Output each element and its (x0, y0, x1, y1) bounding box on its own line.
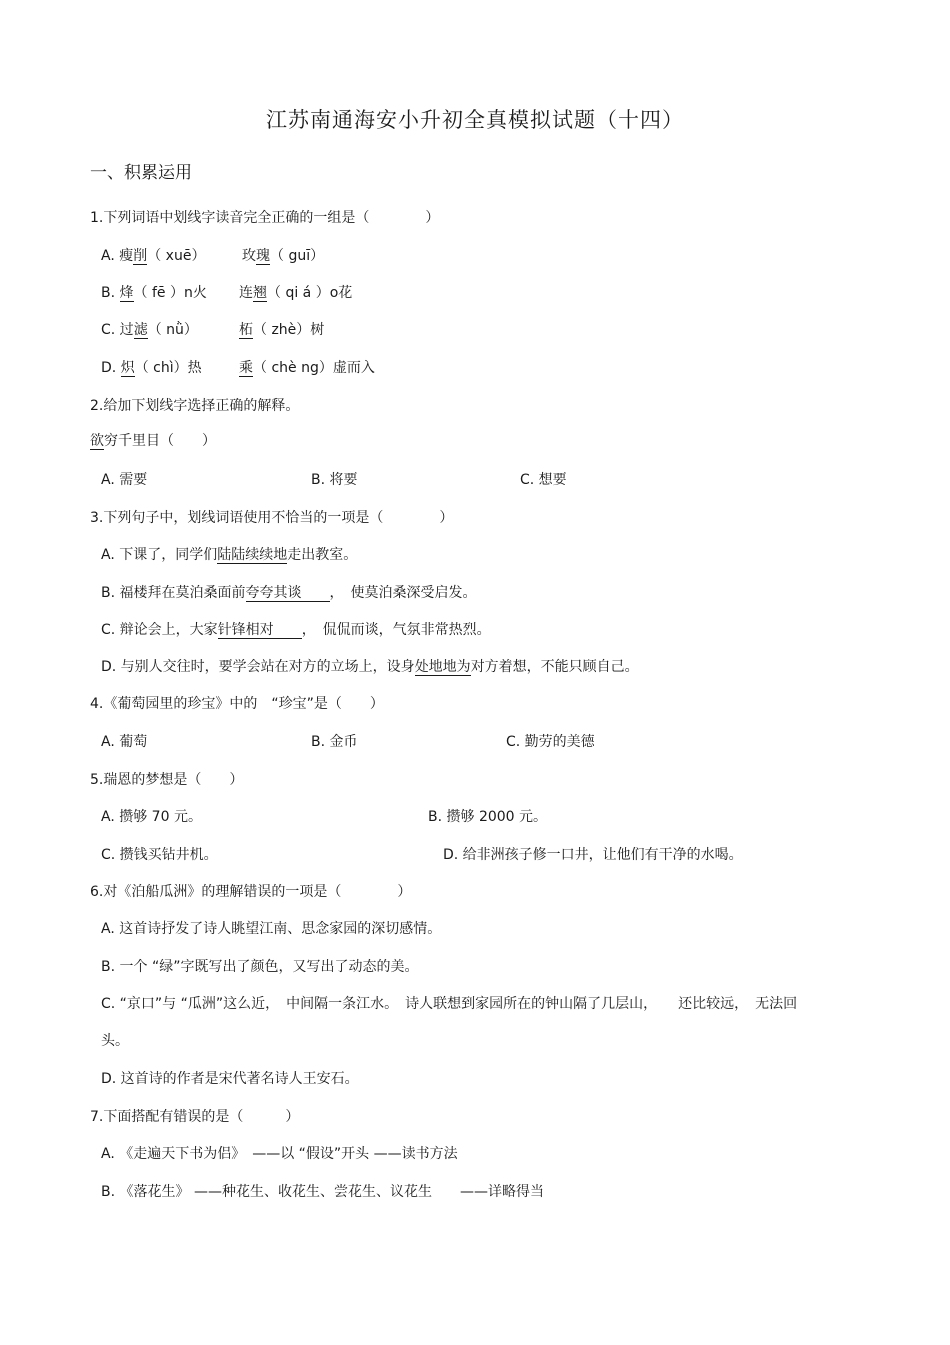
q1-option-c: C. 过滤（ nǜ） 柘（ zhè）树 (101, 322, 325, 338)
q7-option-b: B. 《落花生》 ——种花生、收花生、尝花生、议花生 ——详略得当 (101, 1184, 544, 1200)
question-7-stem: 7.下面搭配有错误的是（ ） (90, 1109, 300, 1125)
q6-option-b: B. 一个 “绿”字既写出了颜色，又写出了动态的美。 (101, 959, 419, 975)
question-5-stem: 5.瑞恩的梦想是（ ） (90, 772, 244, 788)
q4-option-c: C. 勤劳的美德 (506, 734, 595, 750)
q3-option-b: B. 福楼拜在莫泊桑面前夸夸其谈 ， 使莫泊桑深受启发。 (101, 585, 477, 601)
q1-option-a: A. 瘦削（ xuē） 玫瑰（ guī） (101, 248, 325, 264)
q5-option-d: D. 给非洲孩子修一口井，让他们有干净的水喝。 (443, 847, 743, 863)
page-title: 江苏南通海安小升初全真模拟试题（十四） (266, 108, 684, 132)
q6-option-c-continued: 头。 (101, 1033, 129, 1049)
q2-option-a: A. 需要 (101, 472, 148, 488)
q2-option-b: B. 将要 (311, 472, 358, 488)
q4-option-b: B. 金币 (311, 734, 358, 750)
q5-option-c: C. 攒钱买钻井机。 (101, 847, 218, 863)
q1-option-d: D. 炽（ chì）热 乘（ chè ng）虚而入 (101, 360, 375, 376)
question-2-stem: 2.给加下划线字选择正确的解释。 (90, 398, 300, 414)
q3-option-a: A. 下课了，同学们陆陆续续地走出教室。 (101, 547, 358, 563)
q6-option-a: A. 这首诗抒发了诗人眺望江南、思念家园的深切感情。 (101, 921, 442, 937)
q3-option-d: D. 与别人交往时，要学会站在对方的立场上，设身处地地为对方着想，不能只顾自己。 (101, 659, 639, 675)
q2-option-c: C. 想要 (520, 472, 567, 488)
q5-option-a: A. 攒够 70 元。 (101, 809, 202, 825)
question-1-stem: 1.下列词语中划线字读音完全正确的一组是（ ） (90, 210, 440, 226)
question-6-stem: 6.对《泊船瓜洲》的理解错误的一项是（ ） (90, 884, 412, 900)
q6-option-c: C. “京口”与 “瓜洲”这么近， 中间隔一条江水。 诗人联想到家园所在的钟山隔了几层山， 还比较远， 无法回 (101, 996, 798, 1012)
q2-sub-sentence: 欲穷千里目（ ） (90, 433, 216, 449)
question-3-stem: 3.下列句子中，划线词语使用不恰当的一项是（ ） (90, 510, 454, 526)
q6-option-d: D. 这首诗的作者是宋代著名诗人王安石。 (101, 1071, 359, 1087)
q7-option-a: A. 《走遍天下书为侣》 ——以 “假设”开头 ——读书方法 (101, 1146, 458, 1162)
q5-option-b: B. 攒够 2000 元。 (428, 809, 548, 825)
q1-option-b: B. 烽（ fē ）n火 连翘（ qi á ）o花 (101, 285, 353, 301)
q3-option-c: C. 辩论会上，大家针锋相对 ， 侃侃而谈，气氛非常热烈。 (101, 622, 491, 638)
question-4-stem: 4.《葡萄园里的珍宝》中的 “珍宝”是（ ） (90, 696, 384, 712)
section-heading: 一、积累运用 (90, 163, 192, 183)
q4-option-a: A. 葡萄 (101, 734, 148, 750)
